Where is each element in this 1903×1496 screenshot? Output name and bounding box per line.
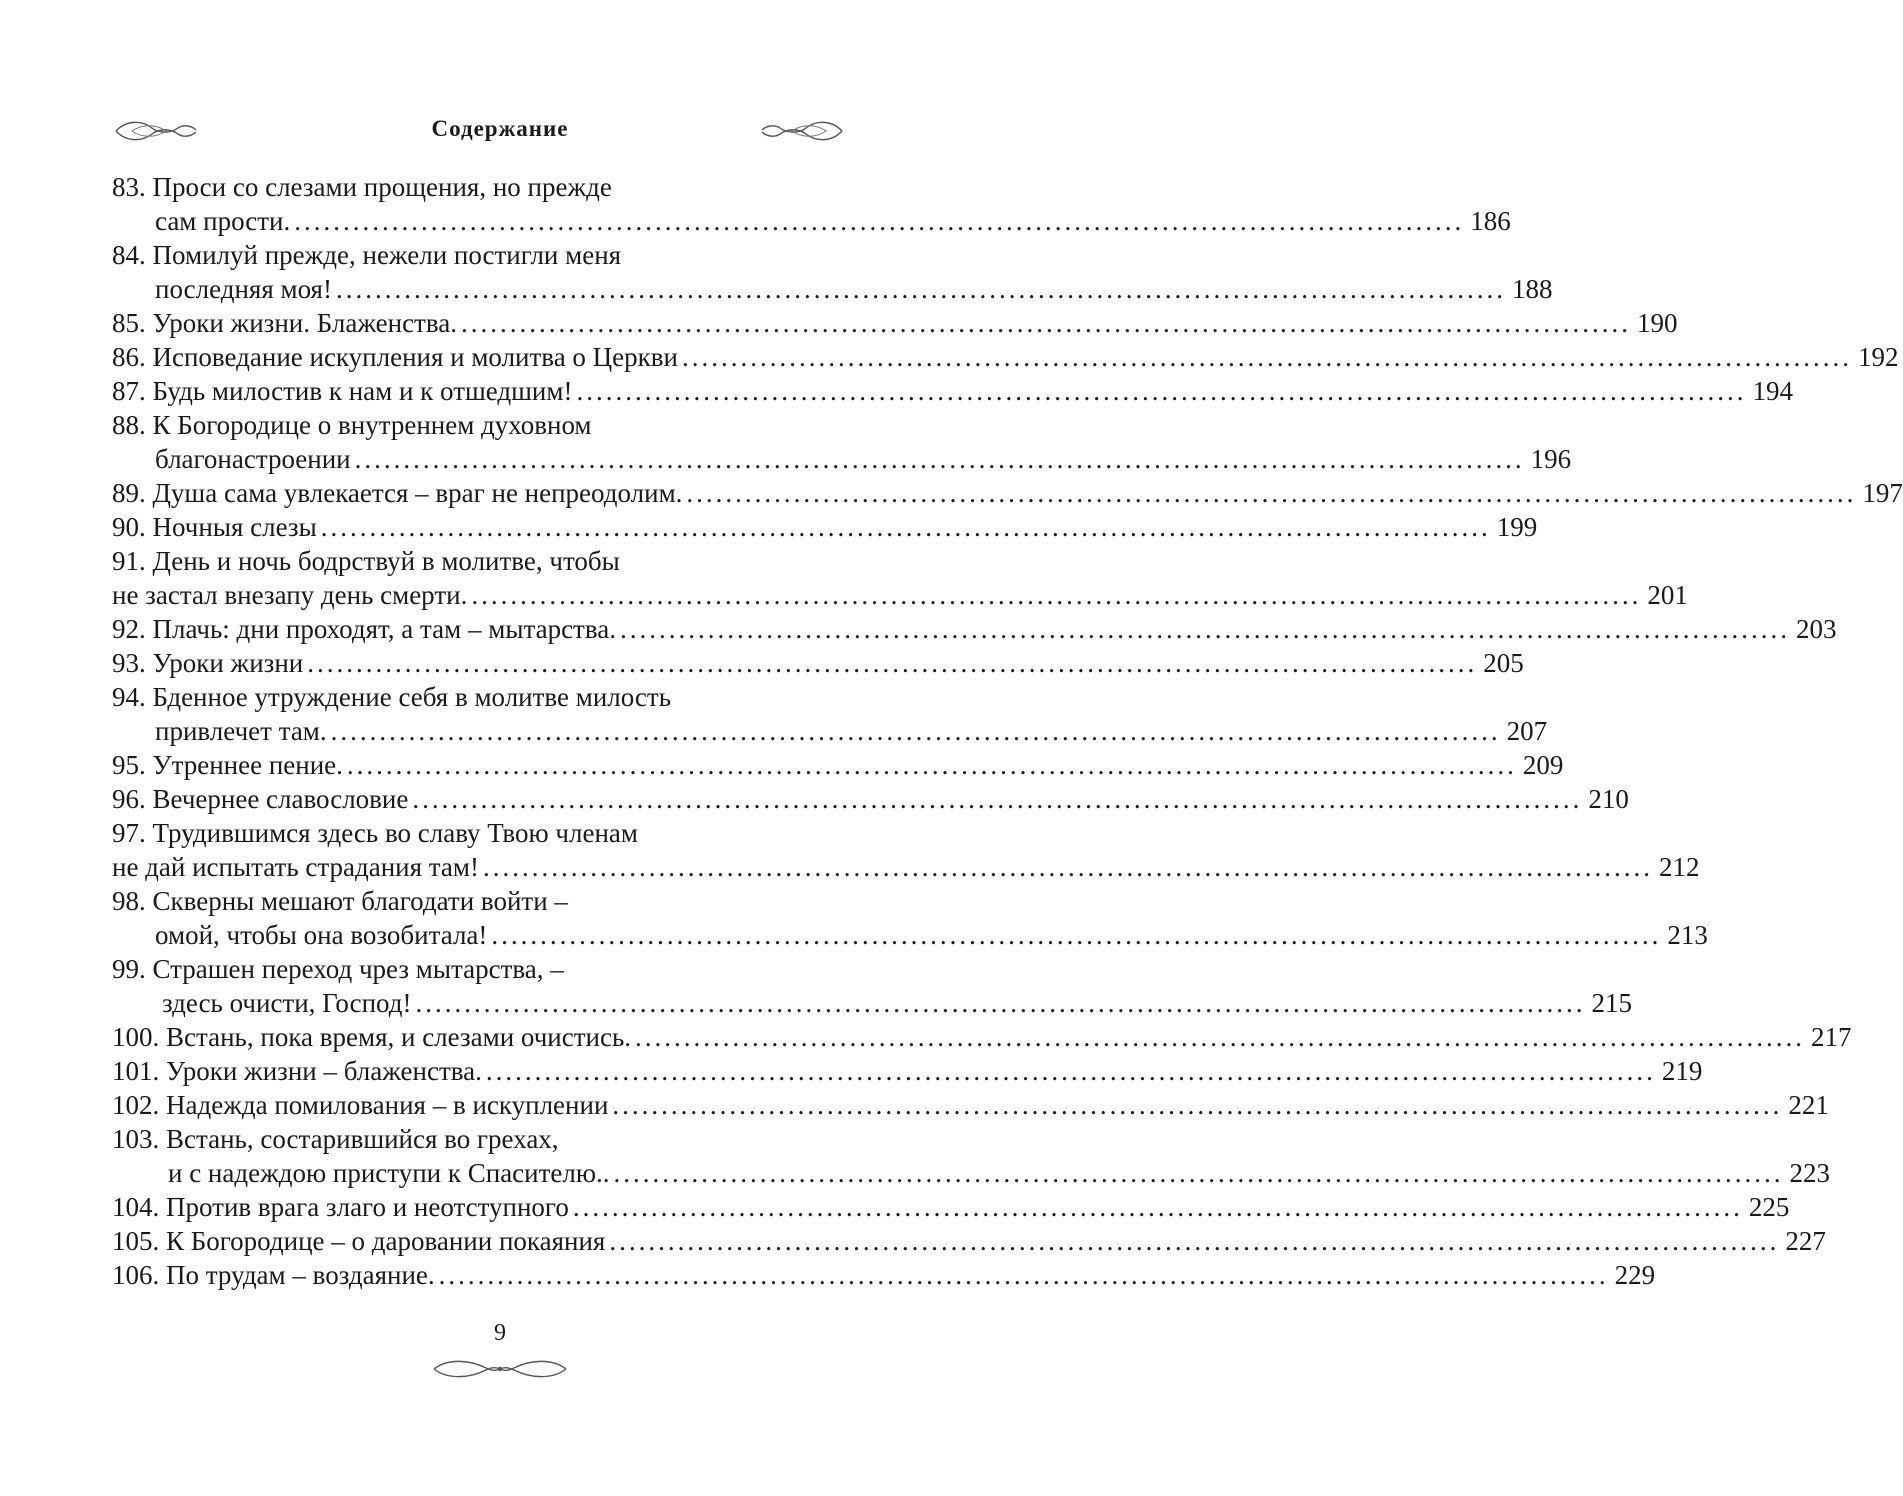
toc-entry [112, 1122, 1831, 1190]
table-of-contents [112, 170, 1903, 1292]
toc-entry-title: 90. Ночныя слезы [112, 512, 317, 542]
toc-entry-page: 223 [1789, 1158, 1831, 1188]
dot-leader: ........................................................................................................................ [572, 1192, 1743, 1222]
toc-entry-line [112, 170, 824, 204]
toc-entry-title: благонастроении [155, 444, 351, 474]
toc-entry-line [112, 714, 1548, 748]
toc-entry [112, 1088, 1829, 1122]
dot-leader: ........................................................................................................................ [612, 1090, 1783, 1120]
toc-entry [112, 782, 1629, 816]
toc-entry-page: 203 [1795, 614, 1837, 644]
toc-entry-page: 212 [1658, 852, 1700, 882]
dot-leader: ........................................................................................................................ [613, 1158, 1784, 1188]
toc-entry-title: сам прости. [155, 206, 291, 236]
toc-entry-page: 213 [1667, 920, 1708, 950]
toc-entry-title: 83. Проси со слезами прощения, но прежде [112, 172, 612, 202]
toc-entry [112, 612, 1837, 646]
toc-entry-page: 205 [1483, 648, 1524, 678]
dot-leader: ........................................................................................................................ [294, 206, 1465, 236]
toc-entry-line [112, 544, 824, 578]
toc-entry-line [112, 578, 1688, 612]
toc-entry [112, 544, 1688, 612]
toc-entry-line [112, 612, 1837, 646]
dot-leader: ........................................................................................................................ [471, 580, 1642, 610]
dot-leader: ........................................................................................................................ [330, 716, 1501, 746]
toc-entry [112, 340, 1899, 374]
toc-entry-page: 227 [1785, 1226, 1826, 1256]
toc-entry-line [112, 1224, 1826, 1258]
toc-entry-page: 201 [1647, 580, 1688, 610]
toc-entry-title: 87. Будь милостив к нам и к отшедшим! [112, 376, 573, 406]
toc-entry-title: 85. Уроки жизни. Блаженства. [112, 308, 457, 338]
toc-entry-line [112, 476, 1903, 510]
toc-entry-title: 101. Уроки жизни – блаженства. [112, 1056, 482, 1086]
toc-entry-line [112, 1122, 824, 1156]
toc-entry [112, 306, 1678, 340]
toc-entry [112, 408, 1572, 476]
toc-entry-line [112, 1020, 1852, 1054]
dot-leader: ........................................................................................................................ [354, 444, 1525, 474]
dot-leader: ........................................................................................................................ [619, 614, 1790, 644]
toc-entry-line [112, 442, 1572, 476]
toc-entry [112, 374, 1793, 408]
toc-entry [112, 748, 1564, 782]
toc-entry [112, 1190, 1790, 1224]
toc-entry-page: 192 [1857, 342, 1899, 372]
toc-entry-line [112, 952, 824, 986]
toc-entry-page: 196 [1530, 444, 1572, 474]
flourish-ornament-right-icon [760, 118, 846, 144]
toc-entry-line [112, 1156, 1831, 1190]
toc-entry-line [112, 782, 1629, 816]
toc-entry-page: 209 [1522, 750, 1564, 780]
toc-entry-line [112, 1258, 1656, 1292]
toc-entry-line [112, 510, 1538, 544]
toc-entry-page: 215 [1591, 988, 1632, 1018]
toc-entry-title: 95. Утреннее пение. [112, 750, 343, 780]
toc-entry-line [112, 1088, 1829, 1122]
page-number: 9 [494, 1320, 506, 1346]
toc-entry-page: 229 [1614, 1260, 1656, 1290]
toc-entry-title: 92. Плачь: дни проходят, а там – мытарства. [112, 614, 616, 644]
toc-entry-page: 197 [1862, 478, 1903, 508]
dot-leader: ........................................................................................................................ [335, 274, 1506, 304]
toc-entry-page: 186 [1470, 206, 1511, 236]
dot-leader: ........................................................................................................................ [460, 308, 1631, 338]
dot-leader: ........................................................................................................................ [491, 920, 1662, 950]
toc-entry-title: 104. Против врага злаго и неотступного [112, 1192, 569, 1222]
toc-entry [112, 476, 1903, 510]
toc-entry-line [112, 1190, 1790, 1224]
toc-entry-line [112, 884, 824, 918]
toc-entry [112, 816, 1700, 884]
toc-entry [112, 646, 1524, 680]
toc-entry [112, 1224, 1826, 1258]
toc-entry-line [112, 204, 1511, 238]
toc-entry-page: 221 [1788, 1090, 1829, 1120]
toc-entry-line [112, 918, 1708, 952]
dot-leader: ........................................................................................................................ [485, 1056, 1656, 1086]
toc-entry-title: омой, чтобы она возобитала! [155, 920, 488, 950]
toc-entry-page: 225 [1748, 1192, 1790, 1222]
toc-entry-title: и с надеждою приступи к Спасителю.. [168, 1158, 610, 1188]
toc-entry-line [112, 816, 824, 850]
toc-entry-title: 105. К Богородице – о даровании покаяния [112, 1226, 606, 1256]
toc-entry-title: 93. Уроки жизни [112, 648, 304, 678]
toc-entry-page: 207 [1506, 716, 1548, 746]
dot-leader: ........................................................................................................................ [438, 1260, 1609, 1290]
toc-entry-title: 103. Встань, состарившийся во грехах, [112, 1124, 559, 1154]
toc-entry-title: 106. По трудам – воздаяние. [112, 1260, 435, 1290]
toc-entry-line [112, 340, 1899, 374]
toc-entry [112, 238, 1553, 306]
toc-entry-line [112, 238, 824, 272]
toc-entry-line [112, 680, 824, 714]
toc-entry-title: 96. Вечернее славословие [112, 784, 409, 814]
toc-entry-title: 88. К Богородице о внутреннем духовном [112, 410, 592, 440]
toc-entry [112, 170, 1511, 238]
toc-entry-page: 194 [1752, 376, 1793, 406]
page-header [0, 112, 1000, 152]
toc-entry-title: не застал внезапу день смерти. [112, 580, 468, 610]
page-title: Содержание [431, 116, 569, 141]
toc-entry-title: 89. Душа сама увлекается – враг не непреодолим. [112, 478, 683, 508]
toc-entry [112, 1258, 1656, 1292]
toc-entry-line [112, 272, 1553, 306]
toc-entry-page: 210 [1588, 784, 1629, 814]
toc-entry-title: здесь очисти, Господ! [162, 988, 412, 1018]
dot-leader: ........................................................................................................................ [686, 478, 1857, 508]
toc-entry-title: не дай испытать страдания там! [112, 852, 479, 882]
toc-entry-title: 91. День и ночь бодрствуй в молитве, чтобы [112, 546, 620, 576]
dot-leader: ........................................................................................................................ [346, 750, 1517, 780]
toc-entry [112, 680, 1548, 748]
toc-entry-title: 84. Помилуй прежде, нежели постигли меня [112, 240, 622, 270]
toc-entry-page: 219 [1661, 1056, 1703, 1086]
toc-entry-title: 97. Трудившимся здесь во славу Твою членам [112, 818, 638, 848]
dot-leader: ........................................................................................................................ [681, 342, 1852, 372]
toc-entry-title: 94. Бденное утруждение себя в молитве милость [112, 682, 672, 712]
toc-entry-title: привлечет там. [155, 716, 327, 746]
toc-entry-page: 199 [1496, 512, 1538, 542]
toc-entry-title: 102. Надежда помилования – в искуплении [112, 1090, 609, 1120]
toc-entry [112, 510, 1538, 544]
toc-entry-page: 188 [1511, 274, 1553, 304]
dot-leader: ........................................................................................................................ [412, 784, 1583, 814]
toc-entry-line [112, 850, 1700, 884]
dot-leader: ........................................................................................................................ [576, 376, 1747, 406]
toc-entry-title: последняя моя! [155, 274, 332, 304]
toc-entry-line [112, 306, 1678, 340]
toc-entry-page: 217 [1811, 1022, 1852, 1052]
toc-entry-line [112, 748, 1564, 782]
toc-entry-line [112, 646, 1524, 680]
toc-entry-title: 86. Исповедание искупления и молитва о Церкви [112, 342, 678, 372]
toc-entry [112, 952, 1632, 1020]
dot-leader: ........................................................................................................................ [482, 852, 1653, 882]
dot-leader: ........................................................................................................................ [609, 1226, 1780, 1256]
dot-leader: ........................................................................................................................ [307, 648, 1478, 678]
toc-entry [112, 1020, 1852, 1054]
dot-leader: ........................................................................................................................ [320, 512, 1491, 542]
dot-leader: ........................................................................................................................ [415, 988, 1586, 1018]
toc-entry [112, 1054, 1703, 1088]
toc-entry-title: 100. Встань, пока время, и слезами очистись. [112, 1022, 632, 1052]
dot-leader: ........................................................................................................................ [635, 1022, 1806, 1052]
toc-entry-page: 190 [1636, 308, 1678, 338]
toc-entry-title: 98. Скверны мешают благодати войти – [112, 886, 568, 916]
toc-entry-line [112, 408, 824, 442]
toc-entry-line [112, 986, 1632, 1020]
toc-entry-line [112, 1054, 1703, 1088]
toc-entry-line [112, 374, 1793, 408]
toc-entry-title: 99. Страшен переход чрез мытарства, – [112, 954, 564, 984]
flourish-ornament-bottom-icon [430, 1356, 570, 1382]
toc-entry [112, 884, 1708, 952]
